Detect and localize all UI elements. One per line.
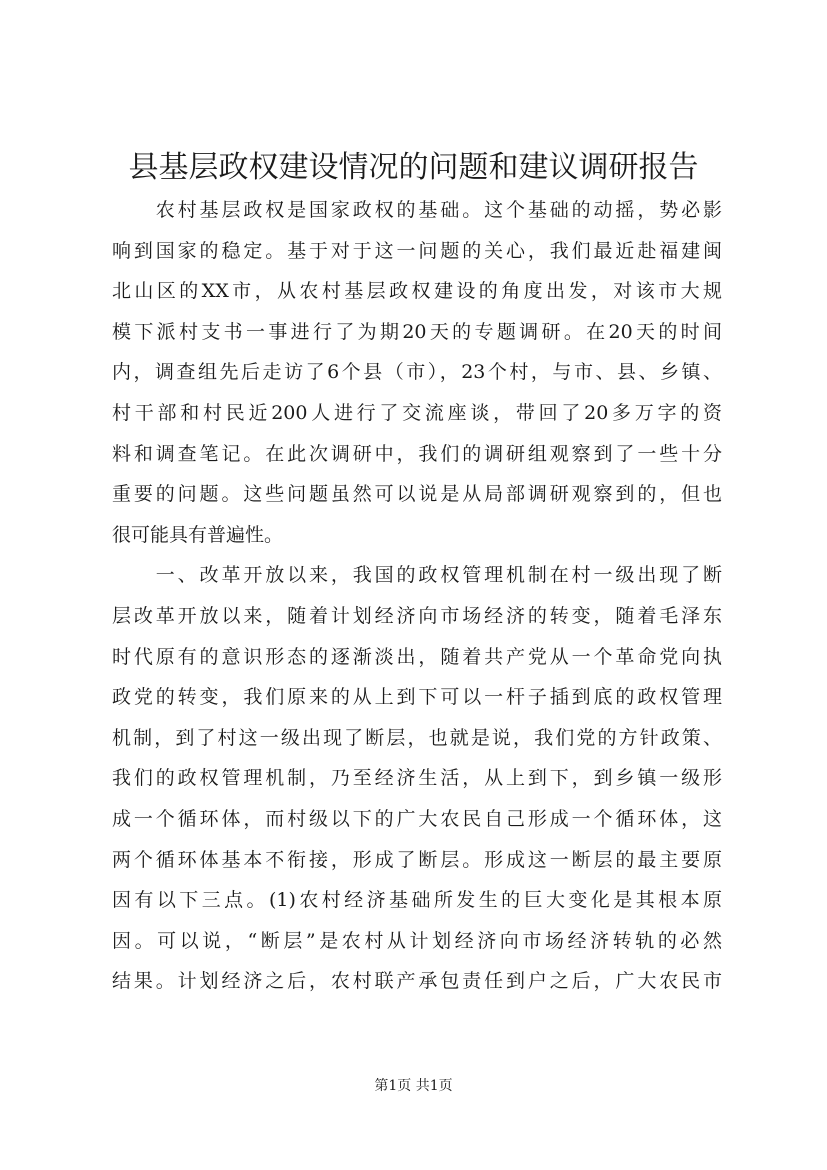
body-line: 政党的转变，我们原来的从上到下可以一杆子插到底的政权管理 <box>112 686 722 709</box>
body-line: 时代原有的意识形态的逐渐淡出，随着共产党从一个革命党向执 <box>112 645 722 668</box>
body-line: 农村基层政权是国家政权的基础。这个基础的动摇，势必影 <box>112 199 722 221</box>
body-line: 因有以下三点。(1)农村经济基础所发生的巨大变化是其根本原 <box>112 889 722 912</box>
body-line: 北山区的XX市，从农村基层政权建设的角度出发，对该市大规 <box>112 280 722 303</box>
body-line: 两个循环体基本不衔接，形成了断层。形成这一断层的最主要原 <box>112 848 722 871</box>
body-line: 因。可以说，“断层”是农村从计划经济向市场经济转轨的必然 <box>112 929 722 952</box>
body-line: 结果。计划经济之后，农村联产承包责任到户之后，广大农民市 <box>112 970 722 993</box>
body-line: 成一个循环体，而村级以下的广大农民自己形成一个循环体，这 <box>112 807 722 830</box>
body-line: 内，调查组先后走访了6个县（市），23个村，与市、县、乡镇、 <box>112 361 722 384</box>
page-footer: 第1页 共1页 <box>374 1078 453 1094</box>
document-body <box>112 190 722 1002</box>
body-line: 模下派村支书一事进行了为期20天的专题调研。在20天的时间 <box>112 320 722 343</box>
body-line: 村干部和村民近200人进行了交流座谈，带回了20多万字的资 <box>112 401 722 424</box>
body-line: 很可能具有普遍性。 <box>112 523 284 546</box>
document-title: 县基层政权建设情况的问题和建议调研报告 <box>128 150 699 185</box>
body-line: 料和调查笔记。在此次调研中，我们的调研组观察到了一些十分 <box>112 442 722 465</box>
body-line: 重要的问题。这些问题虽然可以说是从局部调研观察到的，但也 <box>112 483 722 506</box>
body-line: 响到国家的稳定。基于对于这一问题的关心，我们最近赴福建闽 <box>112 239 722 262</box>
body-line: 机制，到了村这一级出现了断层，也就是说，我们党的方针政策、 <box>112 726 722 749</box>
body-line: 一、改革开放以来，我国的政权管理机制在村一级出现了断 <box>112 564 722 587</box>
body-line: 层改革开放以来，随着计划经济向市场经济的转变，随着毛泽东 <box>112 604 722 627</box>
body-line: 我们的政权管理机制，乃至经济生活，从上到下，到乡镇一级形 <box>112 767 722 790</box>
